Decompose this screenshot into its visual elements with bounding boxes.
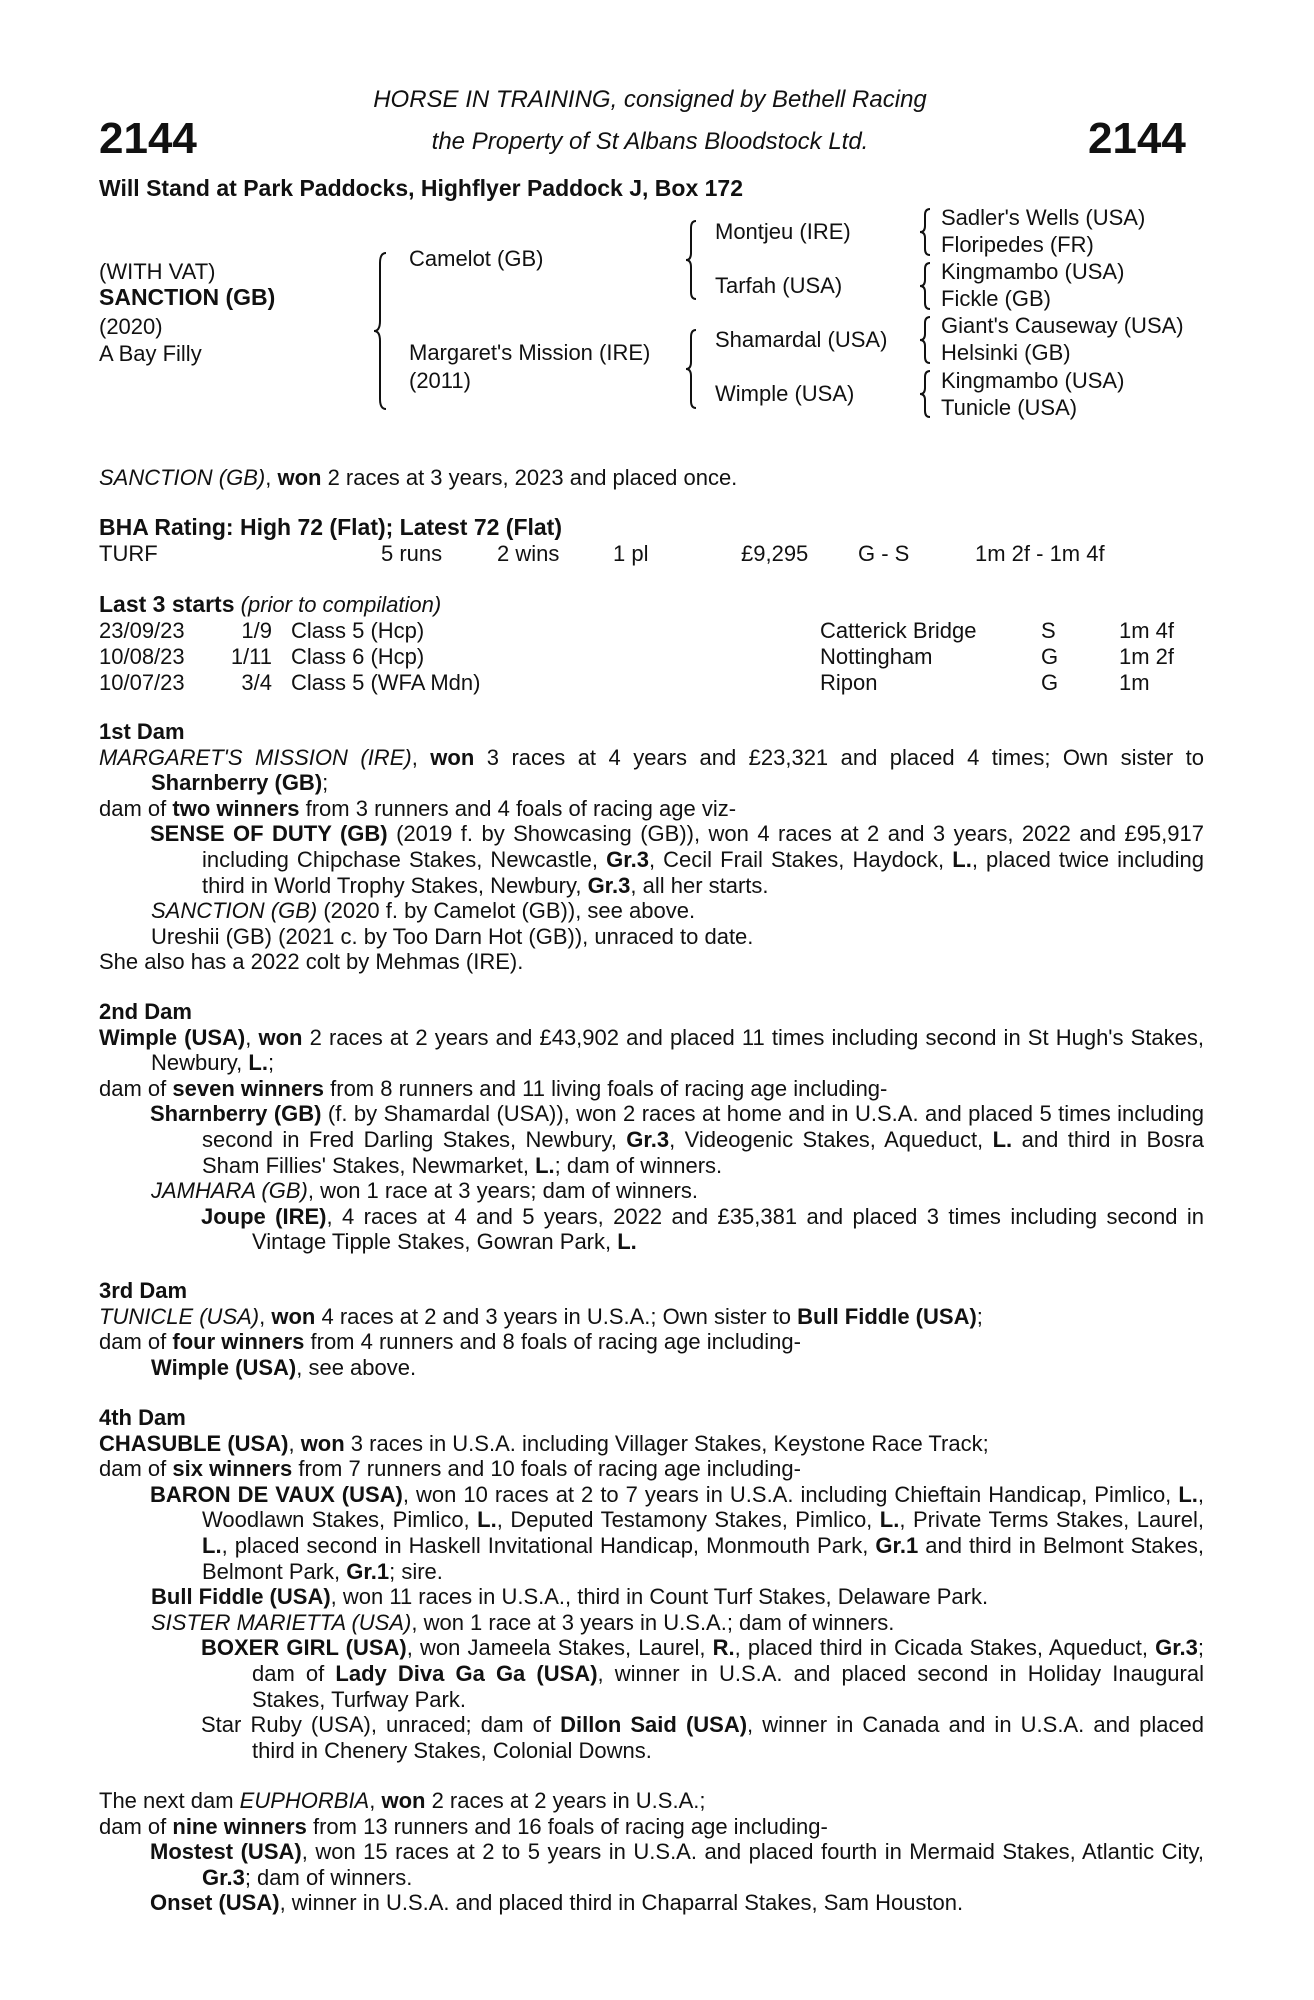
rating-distance: 1m 2f - 1m 4f <box>975 541 1105 566</box>
dam-paragraph <box>99 1025 1204 1076</box>
pedigree-brace-1 <box>372 251 388 411</box>
bold-text: Lady Diva Ga Ga (USA) <box>335 1660 598 1686</box>
bold-text: L. <box>248 1050 268 1076</box>
start-class: Class 6 (Hcp) <box>291 644 425 669</box>
text: , placed twice including third in World Trophy Stakes, Newbury, <box>202 846 1204 898</box>
bold-text: won <box>258 1024 303 1050</box>
text: ; dam of winners. <box>554 1152 723 1178</box>
rating-earnings: £9,295 <box>741 541 809 566</box>
dam-heading: 1st Dam <box>99 719 185 744</box>
text: 3 races in U.S.A. including Villager Stakes, Keystone Race Track; <box>344 1430 989 1456</box>
text: She also has a 2022 colt by Mehmas (IRE). <box>99 949 524 975</box>
bold-text: L. <box>617 1229 637 1255</box>
bold-text: Gr.1 <box>875 1532 919 1558</box>
text: 2 races at 2 years in U.S.A.; <box>425 1788 706 1813</box>
text: dam of <box>99 1075 173 1101</box>
pedigree-sire: Camelot (GB) <box>409 246 544 271</box>
dam-paragraph <box>99 1355 1204 1381</box>
pedigree-great-grandparent: Fickle (GB) <box>941 286 1051 311</box>
bold-text: Gr.3 <box>587 872 631 898</box>
bold-text: Wimple (USA) <box>151 1354 297 1380</box>
bold-text: won <box>300 1430 345 1456</box>
dam-paragraph <box>99 1610 1204 1636</box>
start-pos: 1/9 <box>241 618 272 643</box>
bold-text: L. <box>1178 1481 1198 1507</box>
bold-text: Gr.3 <box>626 1126 670 1152</box>
text: , Cecil Frail Stakes, Haydock, <box>648 846 953 872</box>
bold-text: BOXER GIRL (USA) <box>201 1635 407 1661</box>
rating-runs: 5 runs <box>381 541 443 566</box>
dam-paragraph <box>99 949 1204 975</box>
start-going: S <box>1041 618 1056 643</box>
text: , placed third in Cicada Stakes, Aqueduct, <box>734 1635 1156 1661</box>
dam-paragraph <box>99 1456 1204 1482</box>
dam-heading: 3rd Dam <box>99 1278 188 1303</box>
text: , <box>245 1024 259 1050</box>
dam-paragraph <box>99 821 1204 898</box>
text: , <box>259 1303 272 1329</box>
pedigree-great-grandparent: Tunicle (USA) <box>941 395 1078 420</box>
text: from 13 runners and 16 foals of racing age including- <box>306 1813 828 1839</box>
text: , Videogenic Stakes, Aqueduct, <box>669 1126 993 1152</box>
start-course: Catterick Bridge <box>820 618 977 643</box>
start-distance: 1m 2f <box>1119 644 1175 669</box>
start-going: G <box>1041 644 1059 669</box>
text: and third in Bosra Sham Fillies' Stakes, Newmarket, <box>202 1126 1204 1178</box>
start-class: Class 5 (WFA Mdn) <box>291 670 481 695</box>
start-distance: 1m 4f <box>1119 618 1175 643</box>
stand-location: Will Stand at Park Paddocks, Highflyer Paddock J, Box 172 <box>99 175 743 201</box>
horse-name: SANCTION (GB) <box>99 284 276 310</box>
bold-text: won <box>271 1303 316 1329</box>
text: , placed second in Haskell Invitational Handicap, Monmouth Park, <box>221 1532 876 1558</box>
bold-text: Bull Fiddle (USA) <box>797 1303 977 1329</box>
second-dam-section <box>99 999 1204 1255</box>
bold-text: CHASUBLE (USA) <box>99 1430 289 1456</box>
dam-paragraph <box>99 796 1204 822</box>
bold-text: Gr.3 <box>1155 1635 1198 1661</box>
text: 2 races at 2 years and £43,902 and placed 11 times including second in St Hugh's Stakes, Newbury, <box>151 1024 1204 1076</box>
bold-text: Gr.1 <box>346 1558 390 1584</box>
start-date: 23/09/23 <box>99 618 185 643</box>
bold-text: Bull Fiddle (USA) <box>151 1584 331 1610</box>
text: dam of <box>99 1456 173 1482</box>
bold-text: L. <box>202 1532 222 1558</box>
text: dam of <box>99 1329 173 1355</box>
bold-text: Onset (USA) <box>150 1890 280 1916</box>
text: dam of <box>99 1813 173 1839</box>
dam-paragraph <box>99 1076 1204 1102</box>
dam-paragraph <box>99 1814 1204 1840</box>
rating-wins: 2 wins <box>497 541 560 566</box>
text: , won 10 races at 2 to 7 years in U.S.A. including Chieftain Handicap, Pimlico, <box>402 1481 1179 1507</box>
bold-text: won <box>277 465 322 490</box>
text: 4 races at 2 and 3 years in U.S.A.; Own sister to <box>315 1303 798 1329</box>
bold-text: two winners <box>172 795 300 821</box>
italic-text: SISTER MARIETTA (USA) <box>151 1609 412 1635</box>
horse-year: (2020) <box>99 314 163 339</box>
pedigree-grandparent: Tarfah (USA) <box>715 273 843 298</box>
text: , see above. <box>296 1354 417 1380</box>
pedigree-great-grandparent: Kingmambo (USA) <box>941 368 1125 393</box>
rating-surface: TURF <box>99 541 158 566</box>
dam-paragraph <box>99 1890 1204 1916</box>
text: , winner in U.S.A. and placed second in Holiday Inaugural Stakes, Turfway Park. <box>252 1660 1204 1712</box>
start-date: 10/07/23 <box>99 670 185 695</box>
dam-paragraph <box>99 1482 1204 1584</box>
text: Star Ruby (USA), unraced; dam of <box>201 1712 561 1738</box>
pedigree-dam-year: (2011) <box>409 368 471 393</box>
lot-number-right: 2144 <box>1088 114 1186 163</box>
text: ; <box>976 1303 983 1329</box>
bold-text: Sharnberry (GB) <box>151 770 323 796</box>
consignment-line: HORSE IN TRAINING, consigned by Bethell Racing <box>373 86 927 113</box>
vat-status: (WITH VAT) <box>99 259 216 284</box>
rating-going: G - S <box>858 541 910 566</box>
start-pos: 3/4 <box>241 670 272 695</box>
bold-text: seven winners <box>172 1075 325 1101</box>
first-dam-section <box>99 719 1204 975</box>
pedigree-grandparent: Montjeu (IRE) <box>715 219 851 244</box>
bold-text: Sharnberry (GB) <box>150 1101 322 1127</box>
text: , Deputed Testamony Stakes, Pimlico, <box>496 1507 880 1533</box>
dam-heading: 4th Dam <box>99 1405 186 1430</box>
pedigree-grandparent: Shamardal (USA) <box>715 327 888 352</box>
pedigree-great-grandparent: Giant's Causeway (USA) <box>941 313 1184 338</box>
text: , <box>411 744 431 770</box>
next-dam-section <box>99 1788 1204 1916</box>
bold-text: L. <box>535 1152 555 1178</box>
text: ; sire. <box>389 1558 443 1584</box>
bold-text: Gr.3 <box>606 846 649 872</box>
last-starts-heading <box>99 592 441 618</box>
race-summary <box>99 465 1204 491</box>
text: dam of <box>99 795 173 821</box>
text: (f. by Shamardal (USA)), won 2 races at home and in U.S.A. and placed 5 times including second in Fred Darling Stakes, Newbury, <box>202 1101 1204 1152</box>
dam-paragraph <box>99 898 1204 924</box>
last-starts-title: Last 3 starts <box>99 591 235 617</box>
pedigree-brace-dam <box>684 328 698 410</box>
start-going: G <box>1041 670 1059 695</box>
dam-paragraph <box>99 924 1204 950</box>
text: , won 11 races in U.S.A., third in Count Turf Stakes, Delaware Park. <box>330 1584 989 1610</box>
pedigree-dam: Margaret's Mission (IRE) <box>409 340 651 365</box>
dam-paragraph <box>99 1431 1204 1457</box>
pedigree-great-grandparent: Floripedes (FR) <box>941 232 1094 257</box>
dam-paragraph <box>99 1178 1204 1204</box>
dam-paragraph <box>99 745 1204 796</box>
pedigree-brace-sire <box>684 219 698 301</box>
bold-text: L. <box>477 1507 497 1533</box>
italic-text: MARGARET'S MISSION (IRE) <box>99 744 412 770</box>
bold-text: L. <box>992 1126 1013 1152</box>
text: , won 1 race at 3 years; dam of winners. <box>307 1178 698 1204</box>
text: from 3 runners and 4 foals of racing age viz- <box>299 795 737 821</box>
pedigree-brace-g1 <box>918 207 932 257</box>
bold-text: nine winners <box>172 1813 307 1839</box>
start-course: Nottingham <box>820 644 933 669</box>
dam-paragraph <box>99 1204 1204 1255</box>
bold-text: Gr.3 <box>202 1864 245 1890</box>
text: , <box>369 1788 382 1813</box>
italic-text: JAMHARA (GB) <box>151 1178 308 1204</box>
dam-paragraph <box>99 1712 1204 1763</box>
dam-paragraph <box>99 1635 1204 1712</box>
dam-paragraph <box>99 1101 1204 1178</box>
bold-text: Mostest (USA) <box>150 1839 302 1865</box>
dam-paragraph <box>99 1329 1204 1355</box>
bold-text: Dillon Said (USA) <box>560 1712 748 1738</box>
property-line: the Property of St Albans Bloodstock Ltd. <box>431 128 869 155</box>
dam-paragraph <box>99 1839 1204 1890</box>
text: ; <box>267 1050 275 1076</box>
dam-paragraph <box>99 1788 1204 1814</box>
bha-rating: BHA Rating: High 72 (Flat); Latest 72 (Flat) <box>99 514 562 540</box>
pedigree-brace-g3 <box>918 315 932 365</box>
text: , won Jameela Stakes, Laurel, <box>406 1635 713 1661</box>
text: , all her starts. <box>630 872 769 898</box>
lot-number-left: 2144 <box>99 114 197 163</box>
bold-text: L. <box>879 1507 900 1533</box>
text: from 8 runners and 11 living foals of racing age including- <box>324 1075 888 1101</box>
bold-text: R. <box>712 1635 735 1661</box>
text: and third in Belmont Stakes, Belmont Park, <box>202 1532 1204 1584</box>
text: ; dam of winners. <box>244 1864 413 1890</box>
bold-text: Wimple (USA) <box>99 1024 246 1050</box>
pedigree-brace-g2 <box>918 261 932 311</box>
start-distance: 1m <box>1119 670 1150 695</box>
rating-placed: 1 pl <box>613 541 649 566</box>
pedigree-great-grandparent: Sadler's Wells (USA) <box>941 205 1146 230</box>
text: (2019 f. by Showcasing (GB)), won 4 races at 2 and 3 years, 2022 and £95,917 including Chipchase Stakes, Newcastle, <box>202 821 1204 872</box>
text: from 7 runners and 10 foals of racing age including- <box>292 1456 801 1482</box>
horse-description: A Bay Filly <box>99 341 202 366</box>
pedigree-brace-g4 <box>918 369 932 419</box>
text: , 4 races at 4 and 5 years, 2022 and £35,381 and placed 3 times including second in Vintage Tipple Stakes, Gowran Park, <box>252 1203 1204 1255</box>
text: , <box>288 1430 301 1456</box>
bold-text: won <box>430 744 475 770</box>
bold-text: four winners <box>172 1329 305 1355</box>
text: , won 15 races at 2 to 5 years in U.S.A. and placed fourth in Mermaid Stakes, Atlantic City, <box>301 1839 1204 1865</box>
text: (2020 f. by Camelot (GB)), see above. <box>317 898 696 924</box>
text: , <box>265 465 278 490</box>
pedigree-great-grandparent: Helsinki (GB) <box>941 340 1071 365</box>
text: from 4 runners and 8 foals of racing age including- <box>304 1329 801 1355</box>
bold-text: L. <box>952 846 972 872</box>
bold-text: Joupe (IRE) <box>201 1203 327 1229</box>
text: , winner in Canada and in U.S.A. and placed third in Chenery Stakes, Colonial Downs. <box>252 1712 1204 1763</box>
dam-paragraph <box>99 1304 1204 1330</box>
start-class: Class 5 (Hcp) <box>291 618 425 643</box>
fourth-dam-section <box>99 1405 1204 1763</box>
text: Ureshii (GB) (2021 c. by Too Darn Hot (GB)), unraced to date. <box>151 923 754 949</box>
bold-text: six winners <box>172 1456 293 1482</box>
pedigree-great-grandparent: Kingmambo (USA) <box>941 259 1125 284</box>
start-course: Ripon <box>820 670 878 695</box>
bold-text: won <box>381 1788 426 1813</box>
bold-text: SENSE OF DUTY (GB) <box>150 821 388 847</box>
text: 3 races at 4 years and £23,321 and placed 4 times; Own sister to <box>474 744 1204 770</box>
bold-text: BARON DE VAUX (USA) <box>150 1481 403 1507</box>
text: , Private Terms Stakes, Laurel, <box>899 1507 1204 1533</box>
text: 2 races at 3 years, 2023 and placed once. <box>321 465 738 490</box>
text: ; dam of <box>252 1635 1205 1686</box>
dam-paragraph <box>99 1584 1204 1610</box>
start-date: 10/08/23 <box>99 644 185 669</box>
italic-text: TUNICLE (USA) <box>99 1303 260 1329</box>
third-dam-section <box>99 1278 1204 1380</box>
last-starts-note: (prior to compilation) <box>240 592 442 617</box>
text: ; <box>322 770 329 796</box>
text: The next dam <box>99 1788 240 1813</box>
italic-text: EUPHORBIA <box>239 1788 370 1813</box>
text: , winner in U.S.A. and placed third in Chaparral Stakes, Sam Houston. <box>279 1890 964 1916</box>
text: , won 1 race at 3 years in U.S.A.; dam of winners. <box>411 1609 895 1635</box>
italic-text: SANCTION (GB) <box>151 898 318 924</box>
text: , Woodlawn Stakes, Pimlico, <box>202 1481 1204 1533</box>
dam-heading: 2nd Dam <box>99 999 192 1024</box>
italic-text: SANCTION (GB) <box>99 465 266 490</box>
pedigree-grandparent: Wimple (USA) <box>715 381 855 406</box>
start-pos: 1/11 <box>230 644 272 669</box>
